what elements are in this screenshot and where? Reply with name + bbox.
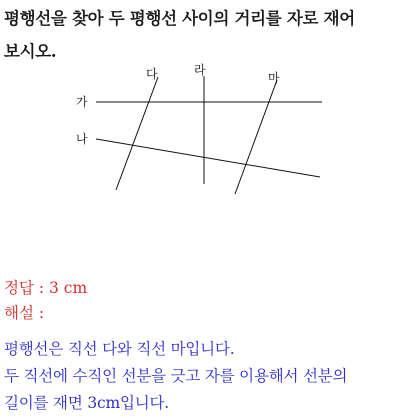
line-na bbox=[96, 139, 320, 177]
label-ma: 마 bbox=[268, 71, 280, 85]
explanation-block bbox=[4, 336, 398, 417]
question-text bbox=[4, 2, 398, 68]
parallel-lines-figure bbox=[70, 62, 340, 198]
label-ga: 가 bbox=[76, 95, 88, 109]
explanation-line-2: 두 직선에 수직인 선분을 긋고 자를 이용해서 선분의 bbox=[4, 367, 348, 385]
line-ma bbox=[235, 80, 277, 194]
answer-line: 정답 : 3 cm bbox=[4, 279, 88, 297]
question-line-2: 보시오. bbox=[4, 42, 57, 61]
explanation-line-3: 길이를 재면 3cm입니다. bbox=[4, 394, 170, 412]
line-da bbox=[116, 77, 158, 190]
label-ra: 라 bbox=[194, 63, 206, 77]
answer-block bbox=[4, 276, 398, 326]
explanation-title: 해설 : bbox=[4, 304, 45, 322]
question-line-1: 평행선을 찾아 두 평행선 사이의 거리를 자로 재어 bbox=[4, 9, 355, 28]
label-da: 다 bbox=[146, 67, 158, 81]
explanation-line-1: 평행선은 직선 다와 직선 마입니다. bbox=[4, 340, 235, 358]
label-na: 나 bbox=[76, 132, 88, 146]
